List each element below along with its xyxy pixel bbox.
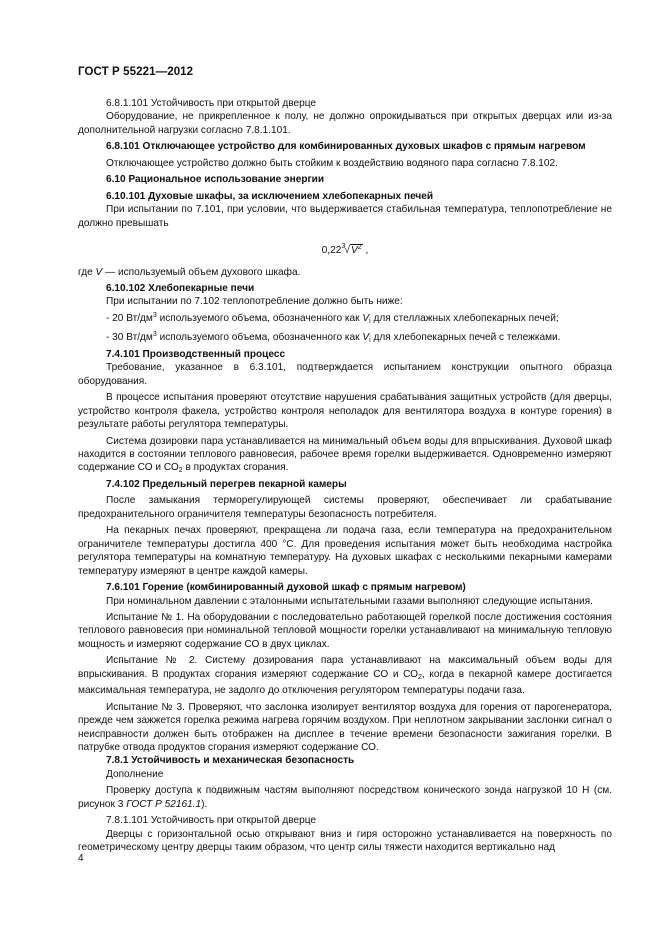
clause-7-4-101-heading: 7.4.101 Производственный процесс (106, 348, 286, 360)
variable-v: V (95, 266, 103, 278)
clause-text: Требование, указанное в 6.3.101, подтверждается испытанием конструкции опытного образца оборудования. (78, 362, 612, 387)
formula-tail: , (362, 245, 369, 257)
clause-text: После замыкания терморегулирующей системы проверяют, обеспечивает ли срабатывание предохранительного ограничителя температуры безопасность потребителя. (78, 495, 612, 520)
text-fragment: для стеллажных хлебопекарных печей; (370, 312, 559, 324)
clause-text (78, 784, 612, 811)
clause-text: На пекарных печах проверяют, прекращена ли подача газа, если температура на предохранительном ограничителе температуры достигла 400 °С. Для проведения испытания может быть необходима настройка регулятора температуры на комнатную температуру. На духовых шкафах с несколькими пекарными камерами температуру измеряют в центре каждой камеры. (78, 525, 612, 577)
clause-text (78, 435, 612, 478)
text-fragment: — используемый объем духового шкафа. (102, 266, 301, 278)
clause-text: Дверцы с горизонтальной осью открывают вниз и гиря осторожно устанавливается на поверхность по геометрическому центру дверцы таким образом, что центр силы тяжести находится вертикально над (78, 828, 612, 854)
subscript: 2 (418, 673, 422, 681)
variable-v: V (362, 332, 370, 344)
clause-text: Испытание № 1. На оборудовании с последовательно работающей горелкой после достижения состояния теплового равновесия при номинальной тепловой мощности горелки устанавливают на минимальную тепловую мощность и измеряют содержание СО в двух циклах. (78, 611, 612, 650)
subscript: 2 (178, 467, 183, 475)
addition-label: Дополнение (106, 768, 164, 780)
text-fragment: для хлебопекарных печей с тележками. (370, 332, 561, 344)
clause-text: При испытании по 7.101, при условии, что выдерживается стабильная температура, теплопотребление не должно превышать (78, 204, 612, 229)
text-fragment: Испытание № 2. Систему дозирования пара устанавливают на максимальный объем воды для впрыскивания. В продуктах сгорания измеряют содержание СО и СО (78, 655, 612, 680)
text-fragment: в продуктах сгорания. (182, 462, 289, 474)
radicand (350, 244, 363, 256)
clause-text: При испытании по 7.102 теплопотребление должно быть ниже: (106, 296, 403, 308)
text-fragment: используемого объема, обозначенного как (156, 332, 363, 344)
radicand-exponent: 2 (357, 244, 362, 252)
radical-sign: √ (344, 245, 350, 257)
document-header: ГОСТ Р 55221—2012 (78, 66, 194, 78)
clause-text: При номинальном давлении с эталонными испытательными газами выполняют следующие испытания. (106, 595, 593, 607)
text-fragment: , когда в пекарной камере достигается максимальная температура, не задолго до отключения регулятором температуры подачи газа. (78, 668, 612, 697)
list-item (78, 328, 612, 347)
clause-7-8-1-101: 7.8.1.101 Устойчивость при открытой дверце (106, 815, 316, 827)
superscript: 3 (152, 311, 157, 319)
text-fragment: используемого объема, обозначенного как (156, 312, 363, 324)
clause-text: Испытание № 3. Проверяют, что заслонка изолирует вентилятор воздуха для горения от парогенератора, прежде чем зажжется горелка режима нагрева горячим воздухом. При неплотном закрывании заслонки сигнал о неисправности должен быть отображен на дисплее в течение времени безопасности зажигания горелки. В патрубке отвода продуктов сгорания измеряют содержание СО. (78, 701, 612, 754)
text-fragment: ). (201, 798, 208, 810)
text-fragment: где (78, 266, 96, 278)
superscript: 3 (152, 331, 157, 339)
clause-text: В процессе испытания проверяют отсутствие нарушения срабатывания защитных устройств (для дверцы, устройство контроля факела, устройство контроля неполадок для вентилятора воздуха в контуре горения) в результате работы регулятора температуры. (78, 392, 612, 431)
standard-reference: ГОСТ Р 52161.1 (126, 798, 202, 810)
clause-text (78, 654, 612, 697)
clause-7-4-102-heading: 7.4.102 Предельный перегрев пекарной камеры (106, 478, 347, 490)
clause-6-8-101-heading: 6.8.101 Отключающее устройство для комбинированных духовых шкафов с прямым нагревом (106, 141, 586, 153)
formula-coefficient: 0,22 (321, 245, 342, 257)
clause-6-10-102-heading: 6.10.102 Хлебопекарные печи (106, 282, 255, 294)
formula-explanation (78, 266, 612, 279)
clause-6-10-heading: 6.10 Рациональное использование энергии (106, 174, 325, 186)
energy-formula (78, 240, 612, 257)
document-body (78, 97, 612, 855)
root-index: 3 (341, 243, 346, 251)
radicand-variable: V (350, 245, 358, 257)
cube-root (341, 245, 362, 256)
list-item (78, 309, 612, 328)
variable-v: V (362, 312, 370, 324)
text-fragment: Проверку доступа к подвижным частям выполняют посредством конического зонда нагрузкой 10 Н (см. рисунок 3 (78, 785, 612, 810)
clause-text: Отключающее устройство должно быть стойким к воздействию водяного пара согласно 7.8.102. (106, 157, 558, 169)
clause-6-10-101-heading: 6.10.101 Духовые шкафы, за исключением хлебопекарных печей (106, 190, 434, 202)
page-number: 4 (78, 853, 84, 864)
clause-6-8-1-101: 6.8.1.101 Устойчивость при открытой дверце (106, 98, 316, 109)
clause-7-6-101-heading: 7.6.101 Горение (комбинированный духовой шкаф с прямым нагревом) (106, 582, 466, 594)
text-fragment: - 20 Вт/дм (106, 312, 153, 324)
text-fragment: Система дозировки пара устанавливается на минимальный объем воды для впрыскивания. Духовой шкаф находится в состоянии теплового равновесия, рабочее время горелки выдерживается. Одновременно измеряют содержание СО и СО (78, 435, 612, 474)
clause-text: Оборудование, не прикрепленное к полу, не должно опрокидываться при открытых дверцах или из-за дополнительной нагрузки согласно 7.8.1.101. (78, 111, 612, 136)
clause-7-8-1-heading: 7.8.1 Устойчивость и механическая безопасность (106, 755, 355, 767)
subscript: i (369, 337, 371, 345)
text-fragment: - 30 Вт/дм (106, 332, 153, 344)
subscript: i (369, 317, 371, 325)
